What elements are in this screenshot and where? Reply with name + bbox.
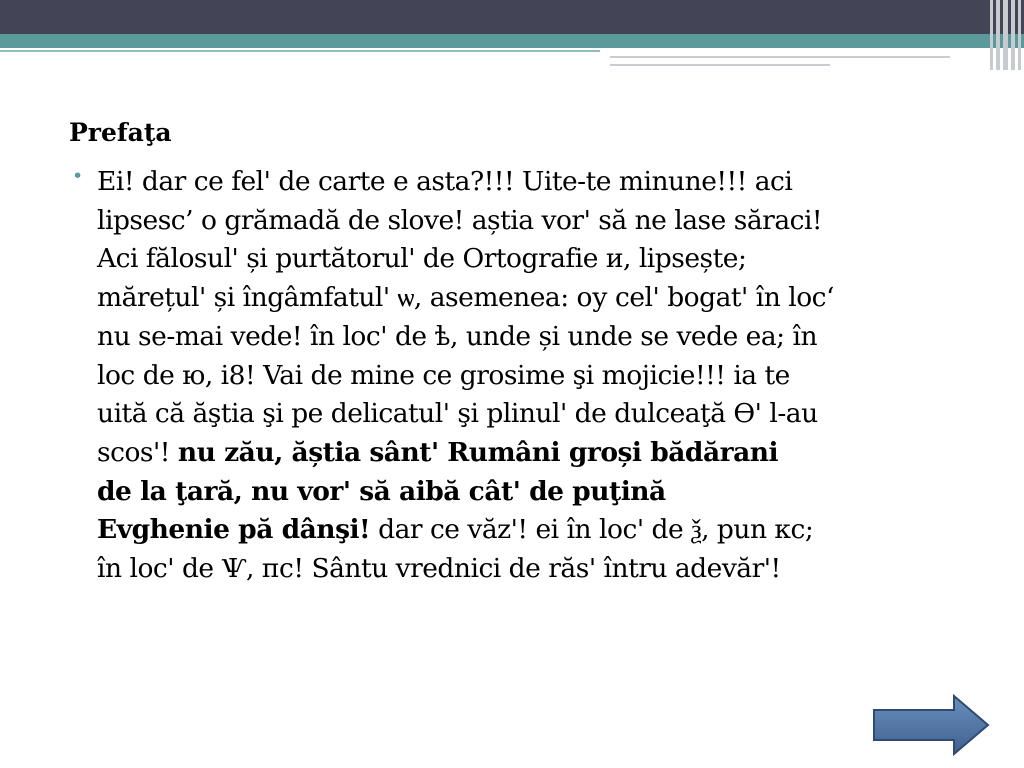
- body-line: Aci fălosul' și purtătorul' de Ortografie и, lipsește;: [97, 243, 747, 275]
- body-line: Ei! dar ce fel' de carte e asta?!!! Uite-te minune!!! aci: [97, 166, 793, 197]
- body-line: loc de ю, і8! Vai de mine ce grosime şi mojicie!!! ia te: [97, 359, 790, 391]
- bullet-dot: •: [72, 165, 84, 187]
- body-line: scos'! nu zău, ăștia sânt' Rumâni groși bădărani: [97, 436, 779, 468]
- header-stripe: [1011, 0, 1015, 70]
- body-line: mărețul' și îngâmfatul' ѡ, asemenea: оу cel' bogat' în loc‘: [97, 282, 834, 314]
- header-rule: [0, 50, 600, 52]
- header-accent-band: [0, 34, 1024, 48]
- header-band: [0, 0, 1024, 34]
- header-rule-light: [610, 56, 950, 58]
- arrow-right-icon: [872, 694, 990, 756]
- bold-phrase: de la ţară, nu vor' să aibă cât' de puţină: [97, 475, 666, 507]
- header-stripe: [1018, 0, 1021, 70]
- header-stripe: [1003, 0, 1008, 70]
- body-line: nu se-mai vede! în loc' de ѣ, unde și unde se vede ea; în: [97, 320, 818, 352]
- header-stripe: [990, 0, 993, 70]
- header-stripe: [996, 0, 1000, 70]
- slide-body: [97, 163, 977, 589]
- next-slide-button[interactable]: [872, 694, 990, 756]
- bold-phrase: nu zău, ăștia sânt' Rumâni groși bădărani: [177, 436, 779, 468]
- body-line: [97, 473, 977, 512]
- body-line: în loc' de Ѱ, пс! Sântu vrednici de răs' întru adevăr'!: [97, 553, 781, 585]
- body-line: Evghenie pă dânşi! dar ce văz'! ei în loc' de ѯ, pun кс;: [97, 514, 814, 546]
- slide-title: Prefaţa: [69, 118, 172, 147]
- header-rule-light-short: [610, 64, 830, 66]
- body-line: lipsesc’ o grămadă de slove! aștia vor' să ne lase săraci!: [97, 204, 823, 236]
- body-line: uită că ăştia şi pe delicatul' şi plinul' de dulceaţă Ө' l-au: [97, 398, 818, 430]
- bold-phrase: Evghenie pă dânşi!: [97, 514, 371, 546]
